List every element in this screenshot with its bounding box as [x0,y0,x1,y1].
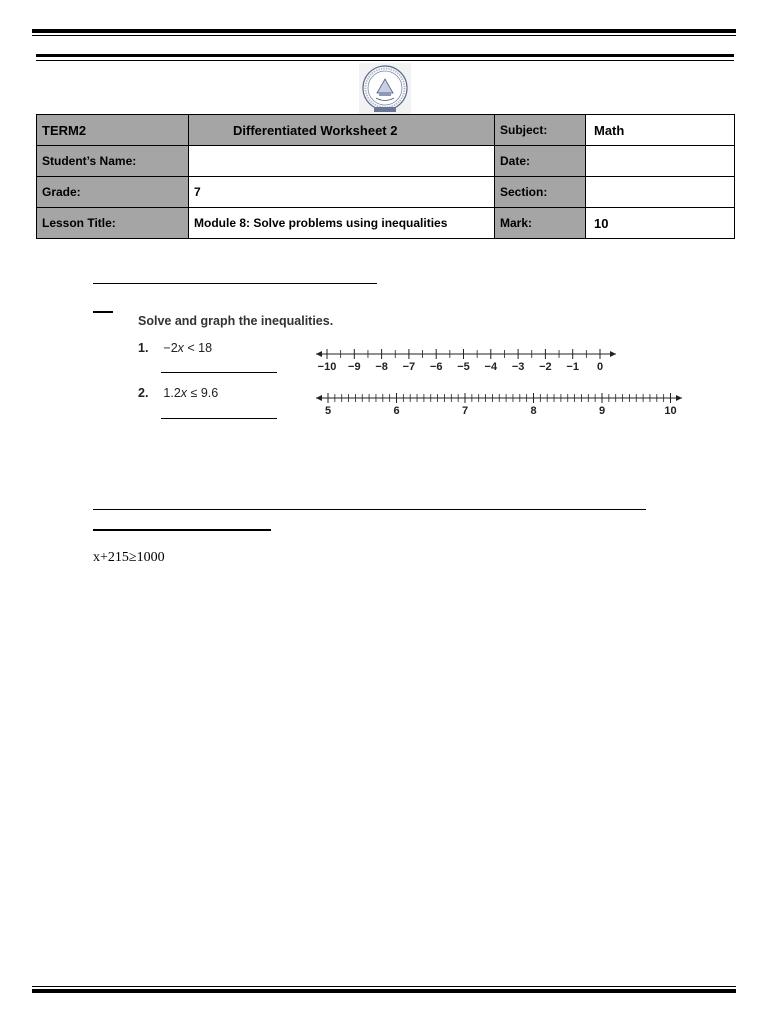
number-line-1-tick-label: −2 [539,361,552,373]
number-line-2-left-arrow-icon [316,395,322,401]
mark-field[interactable] [586,208,735,239]
problem-1-answer-line[interactable] [161,372,277,373]
blank-medium-line [93,529,271,531]
number-line-1-tick-label: −7 [402,361,416,373]
number-line-2-tick-label: 9 [598,405,606,417]
grade-field[interactable] [189,177,495,208]
term-cell [37,115,189,146]
problem-2-answer-line[interactable] [161,418,277,419]
mark-label: Mark: [500,216,533,230]
number-line-1-left-arrow-icon [316,351,322,357]
problem-1-number: 1. [138,341,149,355]
grade-label: Grade: [42,185,81,199]
student-name-label: Student’s Name: [42,154,137,168]
number-line-1-tick-label: 0 [596,361,604,373]
top-border-thin [32,35,736,36]
blank-long-line [93,509,646,510]
lesson-title-label-cell [37,208,189,239]
problem-2-variable: x [180,386,188,400]
lesson-title-label: Lesson Title: [42,216,116,230]
number-line-1-tick-label: −9 [348,361,361,373]
problem-1 [138,341,212,355]
number-line-1-tick-label: −1 [566,361,579,373]
title-cell [189,115,495,146]
number-line-1-tick-label: −6 [429,361,443,373]
number-line-1-tick-label: −10 [317,361,337,373]
number-line-1-tick-label: −3 [511,361,525,373]
blank-short-line [93,311,113,313]
student-name-field[interactable] [189,146,495,177]
student-name-label-cell [37,146,189,177]
problem-1-lhs: −2 [163,341,178,355]
subject-value-cell [586,115,735,146]
number-line-1-right-arrow-icon [610,351,616,357]
mark-value: 10 [594,215,609,231]
term-label: TERM2 [42,122,87,138]
worksheet-header-table [36,114,735,239]
problem-2-number: 2. [138,386,149,400]
number-line-2 [310,388,690,420]
date-label: Date: [500,154,531,168]
section-label: Section: [500,185,548,199]
answer-inequality: x+215≥1000 [93,550,165,565]
date-field[interactable] [586,146,735,177]
lesson-title-field[interactable] [189,208,495,239]
number-line-1-tick-label: −5 [457,361,470,373]
subject-label: Subject: [500,123,548,137]
problem-2-rest: ≤ 9.6 [187,386,219,400]
bottom-border-thin [32,986,736,987]
number-line-2-tick-label: 6 [393,405,400,417]
number-line-2-right-arrow-icon [676,395,682,401]
grade-label-cell [37,177,189,208]
number-line-1 [310,344,625,376]
lesson-title-value: Module 8: Solve problems using inequalities [194,216,448,230]
number-line-1-tick-label: −8 [375,361,388,373]
blank-heading-line [93,283,377,284]
worksheet-title: Differentiated Worksheet 2 [233,122,398,138]
number-line-2-tick-label: 7 [461,405,469,417]
number-line-1-tick-label: −4 [484,361,498,373]
problem-1-variable: x [177,341,184,355]
subject-label-cell [495,115,586,146]
section-field[interactable] [586,177,735,208]
mark-label-cell [495,208,586,239]
top-border-thick [32,29,736,33]
number-line-2-tick-label: 10 [664,405,677,417]
bottom-border-thick [32,989,736,993]
date-label-cell [495,146,586,177]
header-rule-thin [36,60,734,61]
subject-value: Math [594,122,625,138]
number-line-2-tick-label: 8 [530,405,537,417]
problem-2 [138,386,218,400]
grade-value: 7 [194,185,201,199]
school-logo-seal [359,63,411,114]
number-line-2-tick-label: 5 [324,405,332,417]
problem-2-lhs: 1.2 [163,386,181,400]
section-label-cell [495,177,586,208]
header-rule-thick [36,54,734,57]
problem-1-rest: < 18 [183,341,213,355]
instruction-text: Solve and graph the inequalities. [138,314,334,328]
